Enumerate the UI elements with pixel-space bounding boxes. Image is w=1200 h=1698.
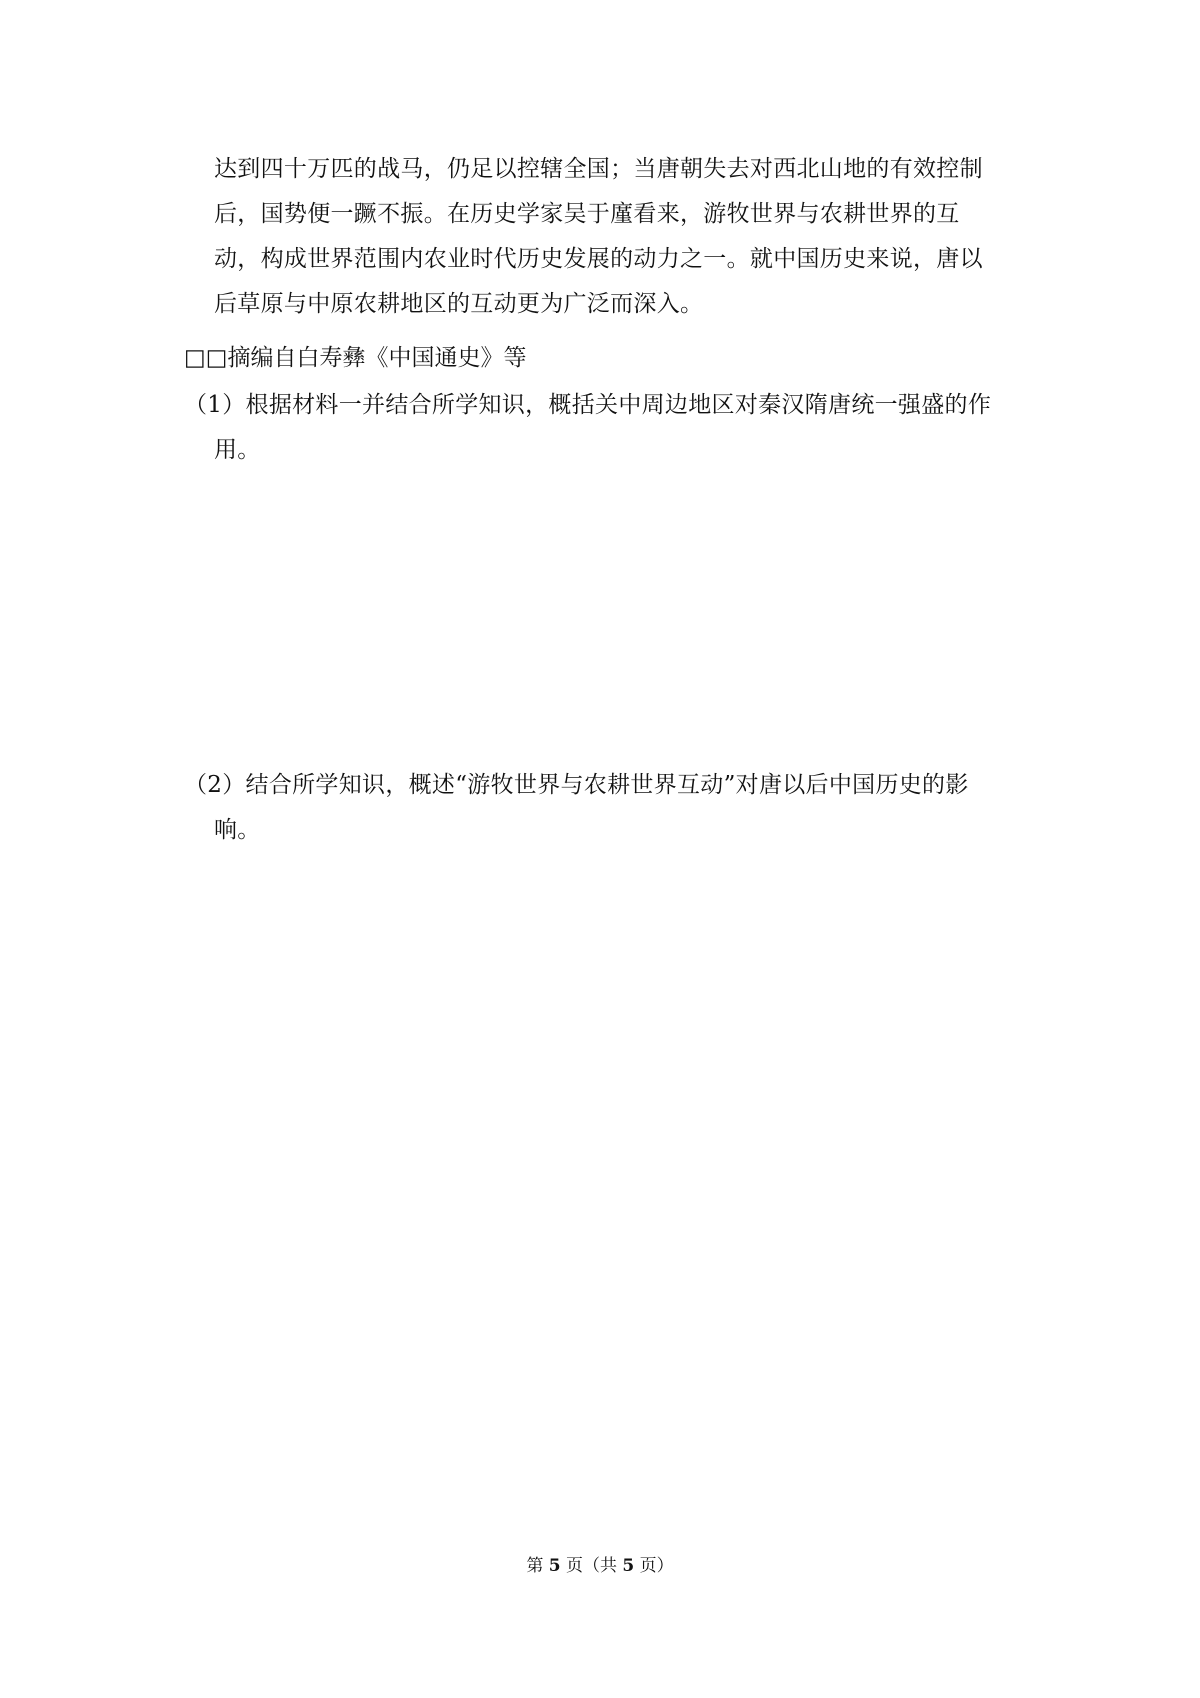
footer-prefix: 第 [526, 1556, 544, 1576]
source-citation: □□摘编自白寿彝《中国通史》等 [184, 345, 527, 371]
question-2 [184, 763, 1024, 853]
passage-line: 动，构成世界范围内农业时代历史发展的动力之一。就中国历史来说，唐以 [214, 246, 983, 272]
footer-middle: 页（共 [566, 1556, 617, 1576]
question-1-text: （1）根据材料一并结合所学知识，概括关中周边地区对秦汉隋唐统一强盛的作 [184, 392, 992, 418]
question-1-text-cont: 用。 [214, 437, 261, 463]
material-passage [214, 147, 1014, 327]
footer-page-number: 5 [548, 1556, 561, 1576]
question-2-text-cont: 响。 [214, 817, 261, 843]
passage-line: 后草原与中原农耕地区的互动更为广泛而深入。 [214, 291, 704, 317]
footer-total-pages: 5 [622, 1556, 635, 1576]
passage-line: 达到四十万匹的战马，仍足以控辖全国；当唐朝失去对西北山地的有效控制 [214, 156, 983, 182]
page-footer [0, 1554, 1200, 1578]
footer-suffix: 页） [639, 1556, 674, 1576]
question-1 [184, 383, 1024, 473]
passage-line: 后，国势便一蹶不振。在历史学家吴于廑看来，游牧世界与农耕世界的互 [214, 201, 960, 227]
question-2-text: （2）结合所学知识，概述“游牧世界与农耕世界互动”对唐以后中国历史的影 [184, 772, 969, 798]
